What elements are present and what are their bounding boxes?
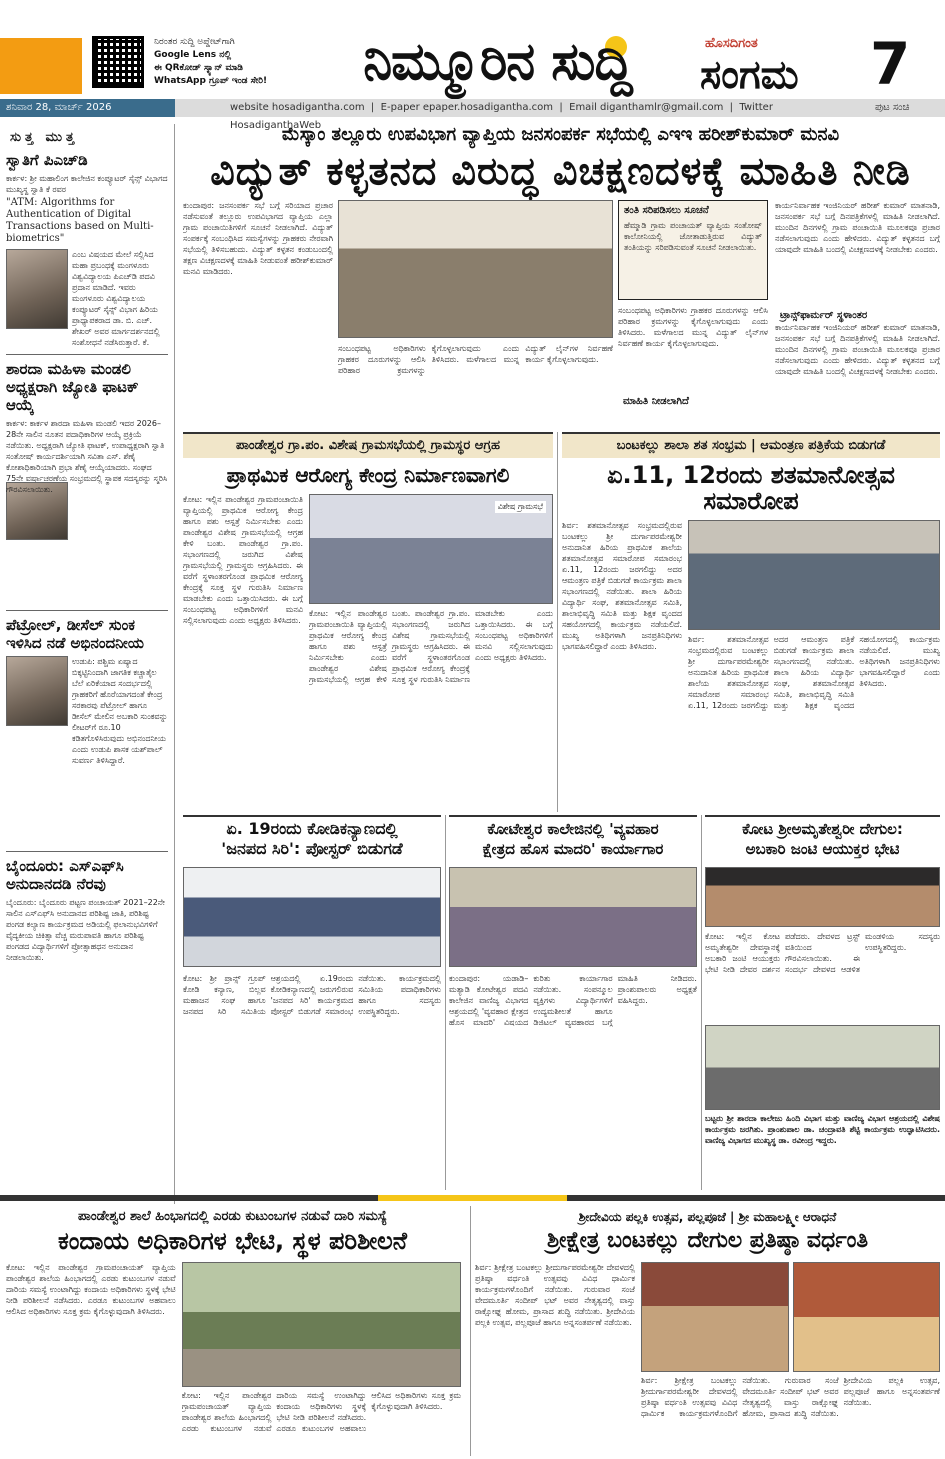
column-rule: [701, 815, 702, 1190]
left-column: [0, 124, 175, 1204]
lead-kicker: ಮೆಸ್ಕಾಂ ತಲ್ಲೂರು ಉಪವಿಭಾಗ ವ್ಯಾಪ್ತಿಯ ಜನಸಂಪರ್ಕ ಸಭೆಯಲ್ಲಿ ಎಇಇ ಹರೀಶ್‌ಕುಮಾರ್ ಮನವಿ: [281, 124, 840, 145]
story-headline: ಪೆಟ್ರೋಲ್, ಡೀಸೆಲ್ ಸುಂಕ ಇಳಿಸಿದ ನಡೆ ಅಭಿನಂದನೀಯ: [6, 616, 144, 652]
story-body: ಕಾರ್ಕಳ: ಶ್ರೀ ಮಹಾಲಿಂಗ ಕಾಲೇಜಿನ ಕಂಪ್ಯೂಟರ್ ಸೈನ್ಸ್ ವಿಭಾಗದ ಮುಖ್ಯಸ್ಥ ಸ್ವಾತಿ ಕೆ ರವರ: [6, 174, 168, 194]
meeting-photo: [309, 494, 553, 604]
temple-photo: [705, 867, 940, 927]
column-rule: [557, 432, 558, 812]
story-centenary: [562, 432, 940, 812]
story-body: ಎಂಬ ವಿಷಯದ ಮೇಲೆ ಸಲ್ಲಿಸಿದ ಮಹಾ ಪ್ರಬಂಧಕ್ಕೆ ಮಂಗಳೂರು ವಿಶ್ವವಿದ್ಯಾಲಯ ಪಿಎಚ್‌ಡಿ ಪದವಿ ಪ್ರದಾನ ಮಾಡಿದೆ. ಇವರು ಮಂಗಳೂರು ವಿಶ್ವವಿದ್ಯಾಲಯ ಕಂಪ್ಯೂಟರ್ ಸೈನ್ಸ್ ವಿಭಾಗ ಹಿರಿಯ ಪ್ರಾಧ್ಯಾಪಕರಾದ ಡಾ. ಬಿ. ಎಚ್. ಶೇಖರ್ ಅವರ ಮಾರ್ಗದರ್ಶನದಲ್ಲಿ ಸಂಶೋಧನೆ ನಡೆಸಿರುತ್ತಾರೆ. ಕೆ.: [72, 250, 160, 347]
issue-date: ಶನಿವಾರ 28, ಮಾರ್ಚ್ 2026: [0, 99, 175, 117]
qr-caption-line: WhatsApp ಗ್ರೂಪ್ ಇಂಡ ಸೇರಿ!: [154, 76, 268, 86]
pullout-label: ಪುಟ ಸಂಚಿ: [875, 102, 910, 113]
banner-label: ವಿಶೇಷ ಗ್ರಾಮಸಭೆ: [495, 501, 546, 513]
ritual-photo: [641, 1262, 789, 1372]
divider: [6, 354, 168, 355]
release-photo: [688, 520, 940, 630]
story-janapada-siri: [183, 815, 441, 1190]
lead-headline: ವಿದ್ಯುತ್ ಕಳ್ಳತನದ ವಿರುದ್ಧ ವಿಚಕ್ಷಣದಳಕ್ಕೆ ಮಾಹಿತಿ ನೀಡಿ: [210, 149, 911, 193]
story-headline: ಏ. 19ರಂದು ಕೋಡಿಕನ್ಯಾಣದಲ್ಲಿ: [226, 819, 398, 838]
procession-photo: [793, 1262, 940, 1372]
supplement-brand: ಹೊಸದಿಗಂತ: [705, 36, 758, 51]
lead-body: ಸಂಬಂಧಪಟ್ಟ ಅಧಿಕಾರಿಗಳು ಗ್ರಾಹಕರ ದೂರುಗಳನ್ನು ಆಲಿಸಿ ಪರಿಹಾರ ಕ್ರಮಗಳನ್ನು ಕೈಗೊಳ್ಳಲಾಗುವುದು ಎಂದು ತಿಳಿಸಿದರು. ಮಳೆಗಾಲದ ಮುನ್ನ ವಿದ್ಯುತ್ ಲೈನ್‌ಗಳ ನಿರ್ವಹಣೆ ಕಾರ್ಯ ಕೈಗೊಳ್ಳಲಾಗುವುದು.: [618, 306, 768, 348]
story-body: ಉಡುಪಿ: ಪಶ್ಚಿಮ ಏಷ್ಯಾದ ಬಿಕ್ಕಟ್ಟಿನಿಂದಾಗಿ ಜಾಗತಿಕ ಕಚ್ಚಾತೈಲ ಬೆಲೆ ಏರಿಕೆಯಾದ ಸಂದರ್ಭದಲ್ಲಿ ಗ್ರಾಹಕರಿಗೆ ಹೊರೆಯಾಗದಂತೆ ಕೇಂದ್ರ ಸರಕಾರವು ಪೆಟ್ರೋಲ್ ಹಾಗೂ ಡೀಸೆಲ್ ಮೇಲಿನ ಅಬಕಾರಿ ಸುಂಕವನ್ನು ಲೀಟರ್‌ಗೆ ರೂ.10 ಕಡಿತಗೊಳಿಸಿರುವುದು ಅಭಿನಂದನೀಯ ಎಂದು ಉಡುಪಿ ಶಾಸಕ ಯಶ್‌ಪಾಲ್ ಸುವರ್ಣ ತಿಳಿಸಿದ್ದಾರೆ.: [72, 657, 168, 765]
qr-caption-line: Google Lens ನಲ್ಲಿ: [154, 50, 232, 60]
photo-caption: ಬಟ್ಟರು ಶ್ರೀ ಶಾರದಾ ಕಾಲೇಜು ಹಿಂದಿ ವಿಭಾಗ ಮತ್ತು ವಾಣಿಜ್ಯ ವಿಭಾಗ ಆಶ್ರಯದಲ್ಲಿ ವಿಶೇಷ ಕಾರ್ಯಕ್ರಮ ಜರಗಿತು. ಪ್ರಾಂಶುಪಾಲ ಡಾ. ಚಂದ್ರಾವತಿ ಶೆಟ್ಟಿ ಕಾರ್ಯಕ್ರಮ ಉದ್ಘಾಟಿಸಿದರು. ವಾಣಿಜ್ಯ ವಿಭಾಗದ ಮುಖ್ಯಸ್ಥ ಡಾ. ರವೀಂದ್ರ ಇದ್ದರು.: [705, 1114, 940, 1145]
story-headline: ಶಾರದಾ ಮಹಿಳಾ ಮಂಡಲಿ ಅಧ್ಯಕ್ಷರಾಗಿ ಜ್ಯೋತಿ ಫಾಟಕ್ ಆಯ್ಕೆ: [6, 360, 139, 414]
lead-body: ಸಂಬಂಧಪಟ್ಟ ಅಧಿಕಾರಿಗಳು ಗ್ರಾಹಕರ ದೂರುಗಳನ್ನು ಆಲಿಸಿ ಪರಿಹಾರ ಕ್ರಮಗಳನ್ನು ಕೈಗೊಳ್ಳಲಾಗುವುದು ಎಂದು ತಿಳಿಸಿದರು. ಮಳೆಗಾಲದ ಮುನ್ನ ವಿದ್ಯುತ್ ಲೈನ್‌ಗಳ ನಿರ್ವಹಣೆ ಕಾರ್ಯ ಕೈಗೊಳ್ಳಲಾಗುವುದು.: [338, 344, 613, 375]
supplement-name: ಸಂಗಮ: [700, 52, 799, 98]
story-body: ಶಿರ್ವ: ಶತಮಾನೋತ್ಸವ ಸಂಭ್ರಮದಲ್ಲಿರುವ ಬಂಟಕಲ್ಲು ಶ್ರೀ ದುರ್ಗಾಪರಮೇಶ್ವರೀ ಅನುದಾನಿತ ಹಿರಿಯ ಪ್ರಾಥಮಿಕ ಶಾಲೆಯ ಶತಮಾನೋತ್ಸವ ಸಮಾರೋಪ ಸಮಾರಂಭ ಏ.11, 12ರಂದು ಜರಗಲಿದ್ದು ಅದರ ಆಮಂತ್ರಣ ಪತ್ರಿಕೆ ಬಿಡುಗಡೆ ಕಾರ್ಯಕ್ರಮ ಶಾಲಾ ಸಭಾಂಗಣದಲ್ಲಿ ನಡೆಯಿತು. ಶಾಲಾ ಹಿರಿಯ ವಿದ್ಯಾರ್ಥಿ ಸಂಘ, ಶತಮಾನೋತ್ಸವ ಸಮಿತಿ, ಶಾಲಾಭಿವೃದ್ಧಿ ಸಮಿತಿ ಮತ್ತು ಶಿಕ್ಷಕ ವೃಂದದ ಸಹಯೋಗದಲ್ಲಿ ಕಾರ್ಯಕ್ರಮ ನಡೆಯಲಿದೆ. ಮುಖ್ಯ ಅತಿಥಿಗಳಾಗಿ ಜನಪ್ರತಿನಿಧಿಗಳು ಭಾಗವಹಿಸಲಿದ್ದಾರೆ ಎಂದು ತಿಳಿಸಿದರು.: [688, 635, 940, 710]
college-photo: [705, 1025, 940, 1110]
twitter-link[interactable]: Twitter HosadiganthaWeb: [230, 102, 773, 131]
story-headline: ಕಂದಾಯ ಅಧಿಕಾರಿಗಳ ಭೇಟಿ, ಸ್ಥಳ ಪರಿಶೀಲನೆ: [57, 1227, 408, 1255]
lead-photo: [338, 200, 613, 338]
lead-body: ಕುಂದಾಪುರ: ಜನಸಂಪರ್ಕ ಸಭೆ ಬಗ್ಗೆ ಸರಿಯಾದ ಪ್ರಚಾರ ನಡೆಸುವಂತೆ ತಲ್ಲೂರು ಉಪವಿಭಾಗದ ವ್ಯಾಪ್ತಿಯ ಎಲ್ಲಾ ಗ್ರಾಮ ಪಂಚಾಯಿತಿಗಳಿಗೆ ಸೂಚನೆ ನೀಡಲಾಗಿದೆ. ವಿದ್ಯುತ್ ಸಂಪರ್ಕಕ್ಕೆ ಸಂಬಂಧಿಸಿದ ಸಮಸ್ಯೆಗಳನ್ನು ಗ್ರಾಹಕರು ನೇರವಾಗಿ ಸಭೆಯಲ್ಲಿ ತಿಳಿಸಬಹುದು. ವಿದ್ಯುತ್ ಕಳ್ಳತನ ಕಂಡುಬಂದಲ್ಲಿ ತಕ್ಷಣ ವಿಚಕ್ಷಣದಳಕ್ಕೆ ಮಾಹಿತಿ ನೀಡುವಂತೆ ಹರೀಶ್‌ಕುಮಾರ್ ಮನವಿ ಮಾಡಿದರು.: [183, 201, 333, 276]
website-link[interactable]: website hosadigantha.com: [230, 102, 365, 113]
story-koteshwara: [449, 815, 697, 1190]
story-road-dispute: [0, 1206, 465, 1456]
info-bar: [0, 99, 945, 131]
story-body: ಕೋಟ: ಇಲ್ಲಿನ ಪಾಂಡೇಶ್ವರ ಗ್ರಾಮಪಂಚಾಯಿತಿ ವ್ಯಾಪ್ತಿಯಲ್ಲಿ ಪ್ರಾಥಮಿಕ ಆರೋಗ್ಯ ಕೇಂದ್ರ ಹಾಗೂ ಪಶು ಆಸ್ಪತ್ರೆ ನಿರ್ಮಿಸಬೇಕು ಎಂದು ಪಾಂಡೇಶ್ವರ ವಿಶೇಷ ಗ್ರಾಮಸಭೆಯಲ್ಲಿ ಆಗ್ರಹ ಕೇಳಿ ಬಂತು. ಪಾಂಡೇಶ್ವರ ಗ್ರಾ.ಪಂ. ಸಭಾಂಗಣದಲ್ಲಿ ಜರುಗಿದ ವಿಶೇಷ ಗ್ರಾಮಸಭೆಯಲ್ಲಿ ಗ್ರಾಮಸ್ಥರು ಆಗ್ರಹಿಸಿದರು. ಈ ವರೆಗೆ ಸ್ಥಳಾಂತರಗೊಂಡ ಪ್ರಾಥಮಿಕ ಆರೋಗ್ಯ ಕೇಂದ್ರಕ್ಕೆ ಸೂಕ್ತ ಸ್ಥಳ ಗುರುತಿಸಿ ನಿರ್ಮಾಣ ಮಾಡಬೇಕು ಎಂದು ಒತ್ತಾಯಿಸಿದರು. ಈ ಬಗ್ಗೆ ಸಂಬಂಧಪಟ್ಟ ಅಧಿಕಾರಿಗಳಿಗೆ ಮನವಿ ಸಲ್ಲಿಸಲಾಗುವುದು ಎಂದು ಅಧ್ಯಕ್ಷರು ತಿಳಿಸಿದರು.: [183, 495, 303, 625]
lead-body: ಕಾರ್ಯನಿರ್ವಾಹಕ ಇಂಜಿನಿಯರ್ ಹರೀಶ್ ಕುಮಾರ್ ಮಾತನಾಡಿ, ಜನಸಂಪರ್ಕ ಸಭೆ ಬಗ್ಗೆ ದಿನಪತ್ರಿಕೆಗಳಲ್ಲಿ ಮಾಹಿತಿ ನೀಡಲಾಗಿದೆ. ಮುಂದಿನ ದಿನಗಳಲ್ಲಿ ಗ್ರಾಮ ಪಂಚಾಯಿತಿ ಮೂಲಕವೂ ಪ್ರಚಾರ ನಡೆಸಲಾಗುವುದು ಎಂದು ಹೇಳಿದರು. ವಿದ್ಯುತ್ ಕಳ್ಳತನದ ಬಗ್ಗೆ ಯಾವುದೇ ಮಾಹಿತಿ ಬಂದಲ್ಲಿ ವಿಚಕ್ಷಣದಳಕ್ಕೆ ನೀಡಬೇಕು ಎಂದರು.: [775, 201, 940, 254]
story-amrutheshwari: [705, 815, 940, 1190]
section-band: [0, 1195, 945, 1201]
lead-body: ಕಾರ್ಯನಿರ್ವಾಹಕ ಇಂಜಿನಿಯರ್ ಹರೀಶ್ ಕುಮಾರ್ ಮಾತನಾಡಿ, ಜನಸಂಪರ್ಕ ಸಭೆ ಬಗ್ಗೆ ದಿನಪತ್ರಿಕೆಗಳಲ್ಲಿ ಮಾಹಿತಿ ನೀಡಲಾಗಿದೆ. ಮುಂದಿನ ದಿನಗಳಲ್ಲಿ ಗ್ರಾಮ ಪಂಚಾಯಿತಿ ಮೂಲಕವೂ ಪ್ರಚಾರ ನಡೆಸಲಾಗುವುದು ಎಂದು ಹೇಳಿದರು. ವಿದ್ಯುತ್ ಕಳ್ಳತನದ ಬಗ್ಗೆ ಯಾವುದೇ ಮಾಹಿತಿ ಬಂದಲ್ಲಿ ವಿಚಕ್ಷಣದಳಕ್ಕೆ ನೀಡಬೇಕು ಎಂದರು.: [775, 323, 940, 376]
section-brand: ಸುತ್ತ ಮುತ್ತ: [10, 130, 79, 145]
story-kicker: ಶ್ರೀದೇವಿಯ ಪಲ್ಲಕಿ ಉತ್ಸವ, ಪಲ್ಲಪೂಜೆ | ಶ್ರೀ ಮಹಾಲಕ್ಷ್ಮೀ ಆರಾಧನೆ: [578, 1210, 837, 1224]
story-body: ಶಿರ್ವ: ಶ್ರೀಕ್ಷೇತ್ರ ಬಂಟಕಲ್ಲು ಶ್ರೀದುರ್ಗಾಪರಮೇಶ್ವರೀ ದೇವಳದಲ್ಲಿ ಪ್ರತಿಷ್ಠಾ ವರ್ಧಂತಿ ಉತ್ಸವವು ವಿವಿಧ ಧಾರ್ಮಿಕ ಕಾರ್ಯಕ್ರಮಗಳೊಂದಿಗೆ ನಡೆಯಿತು. ಗುರುವಾರ ಸಂಜೆ ವೇದಮೂರ್ತಿ ಸಂದೀಪ್ ಭಟ್ ಅವರ ನೇತೃತ್ವದಲ್ಲಿ ವಾಸ್ತು ರಾಕ್ಷೋಘ್ನ ಹೋಮ, ಪ್ರಾಸಾದ ಶುದ್ಧಿ ನಡೆಯಿತು. ಶ್ರೀದೇವಿಯ ಪಲ್ಲಕಿ ಉತ್ಸವ, ಪಲ್ಲಪೂಜೆ ಹಾಗೂ ಅನ್ನಸಂತರ್ಪಣೆ ನಡೆಯಿತು.: [641, 1376, 940, 1418]
column-rule: [445, 815, 446, 1190]
story-headline: ಕೋಟ ಶ್ರೀಅಮೃತೇಶ್ವರೀ ದೇಗುಲ:: [742, 820, 903, 838]
epaper-link[interactable]: E-paper epaper.hosadigantha.com: [380, 102, 554, 113]
story-body: ಶಿರ್ವ: ಶತಮಾನೋತ್ಸವ ಸಂಭ್ರಮದಲ್ಲಿರುವ ಬಂಟಕಲ್ಲು ಶ್ರೀ ದುರ್ಗಾಪರಮೇಶ್ವರೀ ಅನುದಾನಿತ ಹಿರಿಯ ಪ್ರಾಥಮಿಕ ಶಾಲೆಯ ಶತಮಾನೋತ್ಸವ ಸಮಾರೋಪ ಸಮಾರಂಭ ಏ.11, 12ರಂದು ಜರಗಲಿದ್ದು ಅದರ ಆಮಂತ್ರಣ ಪತ್ರಿಕೆ ಬಿಡುಗಡೆ ಕಾರ್ಯಕ್ರಮ ಶಾಲಾ ಸಭಾಂಗಣದಲ್ಲಿ ನಡೆಯಿತು. ಶಾಲಾ ಹಿರಿಯ ವಿದ್ಯಾರ್ಥಿ ಸಂಘ, ಶತಮಾನೋತ್ಸವ ಸಮಿತಿ, ಶಾಲಾಭಿವೃದ್ಧಿ ಸಮಿತಿ ಮತ್ತು ಶಿಕ್ಷಕ ವೃಂದದ ಸಹಯೋಗದಲ್ಲಿ ಕಾರ್ಯಕ್ರಮ ನಡೆಯಲಿದೆ. ಮುಖ್ಯ ಅತಿಥಿಗಳಾಗಿ ಜನಪ್ರತಿನಿಧಿಗಳು ಭಾಗವಹಿಸಲಿದ್ದಾರೆ ಎಂದು ತಿಳಿಸಿದರು.: [562, 521, 682, 651]
sidebar-box: [618, 200, 768, 300]
story-body: ಬೈಂದೂರು: ಬೈಂದೂರು ಪಟ್ಟಣ ಪಂಚಾಯತ್ 2021–22ನೇ ಸಾಲಿನ ಎಸ್‌ಎಫ್‌ಸಿ ಅನುದಾನದ ಪರಿಶಿಷ್ಟ ಜಾತಿ, ಪರಿಶಿಷ್ಟ ಪಂಗಡ ಕಲ್ಯಾಣ ಕಾರ್ಯಕ್ರಮದ ಅಡಿಯಲ್ಲಿ ಫಲಾನುಭವಿಗಳಿಗೆ ವೈದ್ಯಕೀಯ ಚಿಕಿತ್ಸಾ ವೆಚ್ಚ ಮರುಪಾವತಿ ಹಾಗೂ ಪರಿಶಿಷ್ಟ ಪಂಗಡದ ವಿದ್ಯಾರ್ಥಿಗಳಿಗೆ ಪ್ರೋತ್ಸಾಹಧನ ಅನುದಾನ ನೀಡಲಾಯಿತು.: [6, 898, 165, 962]
box-headline: ಟ್ರಾನ್ಸ್‌ಫಾರ್ಮರ್ ಸ್ಥಳಾಂತರ: [780, 310, 868, 321]
story-headline: ಏ.11, 12ರಂದು ಶತಮಾನೋತ್ಸವ ಸಮಾರೋಪ: [607, 461, 895, 515]
story-primary-health: [183, 432, 553, 812]
contact-links: website hosadigantha.com | E-paper epaper.hosadigantha.com | Email diganthamlr@gmail.com | Twitter HosadiganthaWeb: [230, 102, 773, 131]
story-body: ಶಿರ್ವ: ಶ್ರೀಕ್ಷೇತ್ರ ಬಂಟಕಲ್ಲು ಶ್ರೀದುರ್ಗಾಪರಮೇಶ್ವರೀ ದೇವಳದಲ್ಲಿ ಪ್ರತಿಷ್ಠಾ ವರ್ಧಂತಿ ಉತ್ಸವವು ವಿವಿಧ ಧಾರ್ಮಿಕ ಕಾರ್ಯಕ್ರಮಗಳೊಂದಿಗೆ ನಡೆಯಿತು. ಗುರುವಾರ ಸಂಜೆ ವೇದಮೂರ್ತಿ ಸಂದೀಪ್ ಭಟ್ ಅವರ ನೇತೃತ್ವದಲ್ಲಿ ವಾಸ್ತು ರಾಕ್ಷೋಘ್ನ ಹೋಮ, ಪ್ರಾಸಾದ ಶುದ್ಧಿ ನಡೆಯಿತು. ಶ್ರೀದೇವಿಯ ಪಲ್ಲಕಿ ಉತ್ಸವ, ಪಲ್ಲಪೂಜೆ ಹಾಗೂ ಅನ್ನಸಂತರ್ಪಣೆ ನಡೆಯಿತು.: [475, 1263, 635, 1327]
poster-photo: [183, 867, 441, 967]
qr-caption-line: ಈ QRಕೋಡ್ ಸ್ಕ್ಯಾನ್ ಮಾಡಿ: [154, 63, 243, 73]
story-temple-anniversary: [475, 1206, 940, 1456]
box-body: ಹೆಮ್ಮಾಡಿ ಗ್ರಾಮ ಪಂಚಾಯತ್ ವ್ಯಾಪ್ತಿಯ ಸಂತೋಷ್ ಕಾಲೋನಿಯಲ್ಲಿ ಜೋತಾಡುತ್ತಿರುವ ವಿದ್ಯುತ್ ತಂತಿಯನ್ನು ಸರಿಪಡಿಸುವಂತೆ ಸೂಚನೆ ನೀಡಲಾಯಿತು.: [624, 221, 762, 252]
story-body: ಕುಂದಾಪುರ: ಯಡಾಡಿ–ಮತ್ಯಾಡಿ ಕೋಟೇಶ್ವರ ಪದವಿ ಕಾಲೇಜಿನ ವಾಣಿಜ್ಯ ವಿಭಾಗದ ಆಶ್ರಯದಲ್ಲಿ 'ವ್ಯವಹಾರ ಕ್ಷೇತ್ರದ ಹೊಸ ಮಾದರಿ' ವಿಷಯದ ಕುರಿತು ಕಾರ್ಯಾಗಾರ ನಡೆಯಿತು. ಸಂಪನ್ಮೂಲ ವ್ಯಕ್ತಿಗಳು ವಿದ್ಯಾರ್ಥಿಗಳಿಗೆ ಉದ್ಯಮಶೀಲತೆ ಹಾಗೂ ಡಿಜಿಟಲ್ ವ್ಯವಹಾರದ ಬಗ್ಗೆ ಮಾಹಿತಿ ನೀಡಿದರು. ಪ್ರಾಂಶುಪಾಲರು ಅಧ್ಯಕ್ಷತೆ ವಹಿಸಿದ್ದರು.: [449, 974, 697, 1027]
workshop-photo: [449, 867, 697, 967]
story-headline: 'ಜನಪದ ಸಿರಿ': ಪೋಸ್ಟರ್ ಬಿಡುಗಡೆ: [221, 839, 403, 858]
box-headline: ತಂತಿ ಸರಿಪಡಿಸಲು ಸೂಚನೆ: [624, 205, 709, 216]
story-body: ಕೋಟ: ಇಲ್ಲಿನ ಕೋಟ ಅಮೃತೇಶ್ವರೀ ದೇವಸ್ಥಾನಕ್ಕೆ ಅಬಕಾರಿ ಜಂಟಿ ಆಯುಕ್ತರು ಭೇಟಿ ನೀಡಿ ದೇವರ ದರ್ಶನ ಪಡೆದರು. ದೇವಳದ ಟ್ರಸ್ಟ್ ವತಿಯಿಂದ ಗೌರವಿಸಲಾಯಿತು. ಈ ಸಂದರ್ಭ ದೇವಳದ ಆಡಳಿತ ಮಂಡಳಿಯ ಸದಸ್ಯರು ಉಪಸ್ಥಿತರಿದ್ದರು.: [705, 932, 940, 974]
divider: [6, 610, 168, 611]
thesis-title: "ATM: Algorithms for Authentication of Digital Transactions based on Multi-biometrics": [6, 197, 154, 244]
story-body: ಕೋಟ: ಶ್ರೀ ಪ್ರಾನ್ಸ್ ಗ್ರೂಪ್ ಕೋಡಿ ಕನ್ಯಾಣ, ಬಿಲ್ಲವ ಮಹಾಜನ ಸಂಘ ಹಾಗೂ ಜನಪದ ಸಿರಿ ಸಮಿತಿಯ ಆಶ್ರಯದಲ್ಲಿ ಏ.19ರಂದು ಕೋಡಿಕನ್ಯಾಣದಲ್ಲಿ ಜರುಗಲಿರುವ 'ಜನಪದ ಸಿರಿ' ಕಾರ್ಯಕ್ರಮದ ಪೋಸ್ಟರ್ ಬಿಡುಗಡೆ ಸಮಾರಂಭ ನಡೆಯಿತು. ಕಾರ್ಯಕ್ರಮದಲ್ಲಿ ಸಮಿತಿಯ ಪದಾಧಿಕಾರಿಗಳು ಹಾಗೂ ಸದಸ್ಯರು ಉಪಸ್ಥಿತರಿದ್ದರು.: [183, 974, 441, 1016]
qr-code: [92, 36, 144, 88]
masthead-title: ನಿಮ್ಮೂರಿನ ಸುದ್ದಿ: [363, 32, 632, 92]
page-number: 7: [870, 30, 911, 98]
box-headline: ಮಾಹಿತಿ ನೀಡಲಾಗಿದೆ: [623, 396, 689, 407]
story-body: ಕೋಟ: ಇಲ್ಲಿನ ಪಾಂಡೇಶ್ವರ ಗ್ರಾಮಪಂಚಾಯಿತಿ ವ್ಯಾಪ್ತಿಯಲ್ಲಿ ಪ್ರಾಥಮಿಕ ಆರೋಗ್ಯ ಕೇಂದ್ರ ಹಾಗೂ ಪಶು ಆಸ್ಪತ್ರೆ ನಿರ್ಮಿಸಬೇಕು ಎಂದು ಪಾಂಡೇಶ್ವರ ವಿಶೇಷ ಗ್ರಾಮಸಭೆಯಲ್ಲಿ ಆಗ್ರಹ ಕೇಳಿ ಬಂತು. ಪಾಂಡೇಶ್ವರ ಗ್ರಾ.ಪಂ. ಸಭಾಂಗಣದಲ್ಲಿ ಜರುಗಿದ ವಿಶೇಷ ಗ್ರಾಮಸಭೆಯಲ್ಲಿ ಗ್ರಾಮಸ್ಥರು ಆಗ್ರಹಿಸಿದರು. ಈ ವರೆಗೆ ಸ್ಥಳಾಂತರಗೊಂಡ ಪ್ರಾಥಮಿಕ ಆರೋಗ್ಯ ಕೇಂದ್ರಕ್ಕೆ ಸೂಕ್ತ ಸ್ಥಳ ಗುರುತಿಸಿ ನಿರ್ಮಾಣ ಮಾಡಬೇಕು ಎಂದು ಒತ್ತಾಯಿಸಿದರು. ಈ ಬಗ್ಗೆ ಸಂಬಂಧಪಟ್ಟ ಅಧಿಕಾರಿಗಳಿಗೆ ಮನವಿ ಸಲ್ಲಿಸಲಾಗುವುದು ಎಂದು ಅಧ್ಯಕ್ಷರು ತಿಳಿಸಿದರು.: [309, 609, 553, 684]
story-kicker: ಪಾಂಡೇಶ್ವರ ಶಾಲೆ ಹಿಂಭಾಗದಲ್ಲಿ ಎರಡು ಕುಟುಂಬಗಳ ನಡುವೆ ದಾರಿ ಸಮಸ್ಯೆ: [77, 1209, 388, 1224]
story-body: ಕೋಟ: ಇಲ್ಲಿನ ಪಾಂಡೇಶ್ವರ ಗ್ರಾಮಪಂಚಾಯತ್ ವ್ಯಾಪ್ತಿಯ ಪಾಂಡೇಶ್ವರ ಶಾಲೆಯ ಹಿಂಭಾಗದಲ್ಲಿ ಎರಡು ಕುಟುಂಬಗಳ ನಡುವೆ ದಾರಿಯ ಸಮಸ್ಯೆ ಉಂಟಾಗಿದ್ದು ಕಂದಾಯ ಅಧಿಕಾರಿಗಳು ಸ್ಥಳಕ್ಕೆ ಭೇಟಿ ನೀಡಿ ಪರಿಶೀಲನೆ ನಡೆಸಿದರು. ಎರಡೂ ಕುಟುಂಬಗಳ ಅಹವಾಲು ಆಲಿಸಿದ ಅಧಿಕಾರಿಗಳು ಸೂಕ್ತ ಕ್ರಮ ಕೈಗೊಳ್ಳುವುದಾಗಿ ತಿಳಿಸಿದರು.: [181, 1391, 461, 1433]
divider: [6, 851, 168, 852]
color-block: [0, 38, 82, 94]
story-headline: ಕ್ಷೇತ್ರದ ಹೊಸ ಮಾದರಿ' ಕಾರ್ಯಾಗಾರ: [482, 840, 664, 858]
story-kicker: ಪಾಂಡೇಶ್ವರ ಗ್ರಾ.ಪಂ. ವಿಶೇಷ ಗ್ರಾಮಸಭೆಯಲ್ಲಿ ಗ್ರಾಮಸ್ಥರ ಆಗ್ರಹ: [183, 432, 553, 458]
story-headline: ಅಬಕಾರಿ ಜಂಟಿ ಆಯುಕ್ತರ ಭೇಟಿ: [745, 840, 900, 858]
story-body: ಕೋಟ: ಇಲ್ಲಿನ ಪಾಂಡೇಶ್ವರ ಗ್ರಾಮಪಂಚಾಯತ್ ವ್ಯಾಪ್ತಿಯ ಪಾಂಡೇಶ್ವರ ಶಾಲೆಯ ಹಿಂಭಾಗದಲ್ಲಿ ಎರಡು ಕುಟುಂಬಗಳ ನಡುವೆ ದಾರಿಯ ಸಮಸ್ಯೆ ಉಂಟಾಗಿದ್ದು ಕಂದಾಯ ಅಧಿಕಾರಿಗಳು ಸ್ಥಳಕ್ಕೆ ಭೇಟಿ ನೀಡಿ ಪರಿಶೀಲನೆ ನಡೆಸಿದರು. ಎರಡೂ ಕುಟುಂಬಗಳ ಅಹವಾಲು ಆಲಿಸಿದ ಅಧಿಕಾರಿಗಳು ಸೂಕ್ತ ಕ್ರಮ ಕೈಗೊಳ್ಳುವುದಾಗಿ ತಿಳಿಸಿದರು.: [6, 1263, 176, 1316]
qr-caption: [154, 36, 329, 88]
story-headline: ಪ್ರಾಥಮಿಕ ಆರೋಗ್ಯ ಕೇಂದ್ರ ನಿರ್ಮಾಣವಾಗಲಿ: [226, 463, 510, 487]
column-rule: [470, 1206, 471, 1456]
portrait-photo: [6, 656, 68, 726]
story-headline: ಕೋಟೇಶ್ವರ ಕಾಲೇಜಿನಲ್ಲಿ 'ವ್ಯವಹಾರ: [487, 820, 659, 838]
story-body: ಕಾರ್ಕಳ: ಕಾರ್ಕಳ ಶಾರದಾ ಮಹಿಳಾ ಮಂಡಲಿ ಇದರ 2026–28ನೇ ಸಾಲಿನ ನೂತನ ಪದಾಧಿಕಾರಿಗಳ ಆಯ್ಕೆ ಪ್ರಕ್ರಿಯೆ ನಡೆಯಿತು. ಅಧ್ಯಕ್ಷರಾಗಿ ಜ್ಯೋತಿ ಫಾಟಕ್, ಉಪಾಧ್ಯಕ್ಷರಾಗಿ ಸ್ವಾತಿ ಸಂತೋಷ್ ಕಾರ್ಯದರ್ಶಿಯಾಗಿ ಸವಿತಾ ಎಸ್. ಶೆಣೈ ಕೋಶಾಧಿಕಾರಿಯಾಗಿ ಪ್ರಭಾ ಶೆಣೈ ಆಯ್ಕೆಯಾದರು. ಸಂಘದ 75ನೇ ವರ್ಷಾಚರಣೆಯ ಸಂಭ್ರಮದಲ್ಲಿ ಸ್ಥಾಪಕ ಸದಸ್ಯರನ್ನು ಸ್ಮರಿಸಿ ಗೌರವಿಸಲಾಯಿತು.: [6, 419, 168, 494]
story-headline: ಶ್ರೀಕ್ಷೇತ್ರ ಬಂಟಕಲ್ಲು ದೇಗುಲ ಪ್ರತಿಷ್ಠಾ ವರ್ಧಂತಿ: [546, 1228, 869, 1253]
story-headline: ಸ್ವಾತಿಗೆ ಪಿಎಚ್‌ಡಿ: [6, 151, 88, 169]
story-kicker: ಬಂಟಕಲ್ಲು ಶಾಲಾ ಶತ ಸಂಭ್ರಮ | ಆಮಂತ್ರಣ ಪತ್ರಿಕೆಯ ಬಿಡುಗಡೆ: [562, 432, 940, 458]
site-inspection-photo: [182, 1262, 461, 1387]
story-headline: ಬೈಂದೂರು: ಎಸ್‌ಎಫ್‌ಸಿ ಅನುದಾನದಡಿ ನೆರವು: [6, 857, 124, 893]
email-link[interactable]: Email diganthamlr@gmail.com: [569, 102, 724, 113]
portrait-photo: [6, 249, 68, 329]
masthead-bar: [0, 0, 945, 97]
qr-caption-line: ನಿರಂತರ ಸುದ್ದಿ ಅಪ್ಡೇಟ್‌ಗಾಗಿ: [154, 37, 235, 47]
